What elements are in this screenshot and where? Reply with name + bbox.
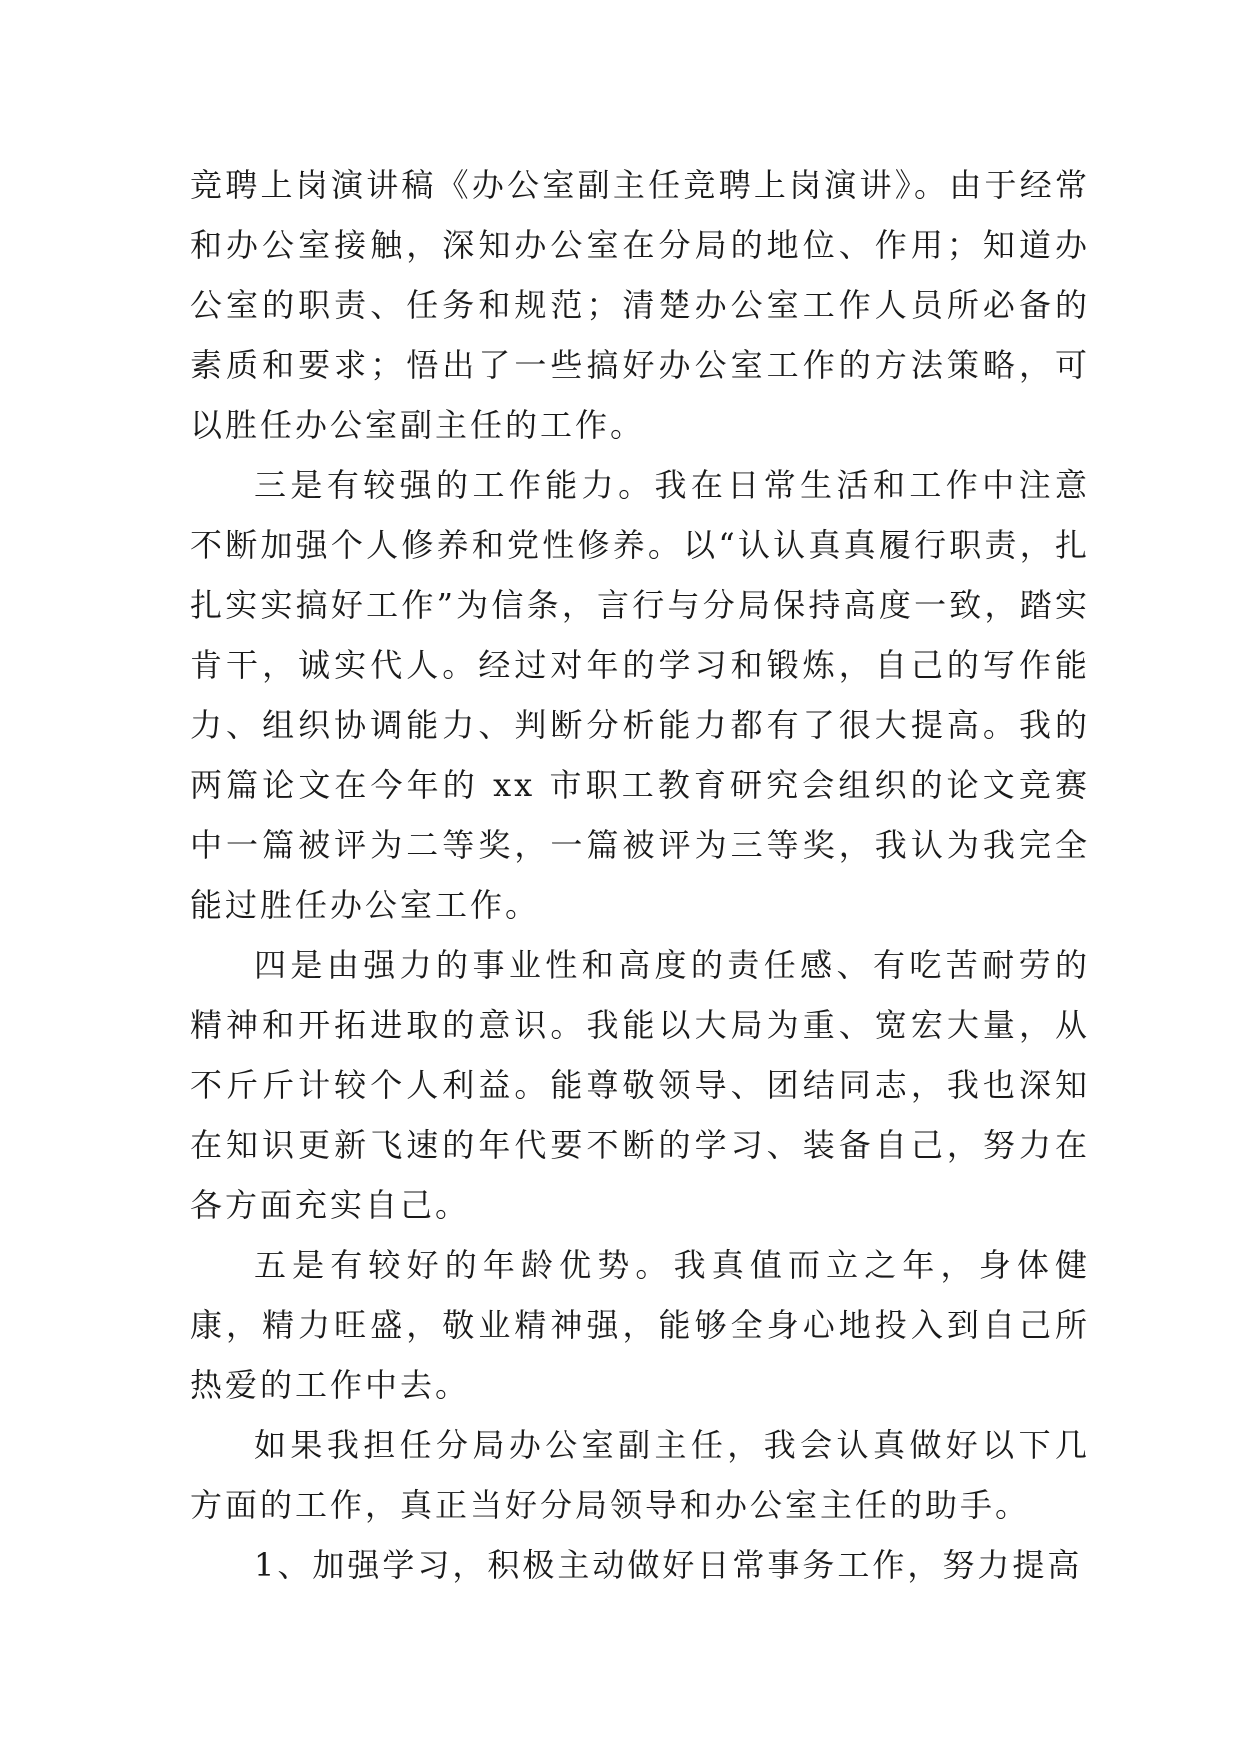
paragraph-work-ability: 三是有较强的工作能力。我在日常生活和工作中注意不断加强个人修养和党性修养。以“认认真真履行职责，扎扎实实搞好工作”为信条，言行与分局保持高度一致，踏实肯干，诚实代人。经过对年的学习和锻炼，自己的写作能力、组织协调能力、判断分析能力都有了很大提高。我的两篇论文在今年的 xx 市职工教育研究会组织的论文竞赛中一篇被评为二等奖，一篇被评为三等奖，我认为我完全能过胜任办公室工作。 xyxy=(190,466,1090,924)
body-text xyxy=(190,155,1090,1595)
paragraph-responsibility: 四是由强力的事业性和高度的责任感、有吃苦耐劳的精神和开拓进取的意识。我能以大局为重、宽宏大量，从不斤斤计较个人利益。能尊敬领导、团结同志，我也深知在知识更新飞速的年代要不断的学习、装备自己，努力在各方面充实自己。 xyxy=(190,946,1090,1224)
paragraph-plan-intro: 如果我担任分局办公室副主任，我会认真做好以下几方面的工作，真正当好分局领导和办公室主任的助手。 xyxy=(190,1426,1090,1524)
paragraph-age-advantage: 五是有较好的年龄优势。我真值而立之年，身体健康，精力旺盛，敬业精神强，能够全身心地投入到自己所热爱的工作中去。 xyxy=(190,1246,1090,1404)
paragraph-plan-item-1: 1、加强学习，积极主动做好日常事务工作，努力提高 xyxy=(254,1546,1083,1584)
paragraph-continuation: 竞聘上岗演讲稿《办公室副主任竞聘上岗演讲》。由于经常和办公室接触，深知办公室在分局的地位、作用；知道办公室的职责、任务和规范；清楚办公室工作人员所必备的素质和要求；悟出了一些搞好办公室工作的方法策略，可以胜任办公室副主任的工作。 xyxy=(190,166,1090,444)
